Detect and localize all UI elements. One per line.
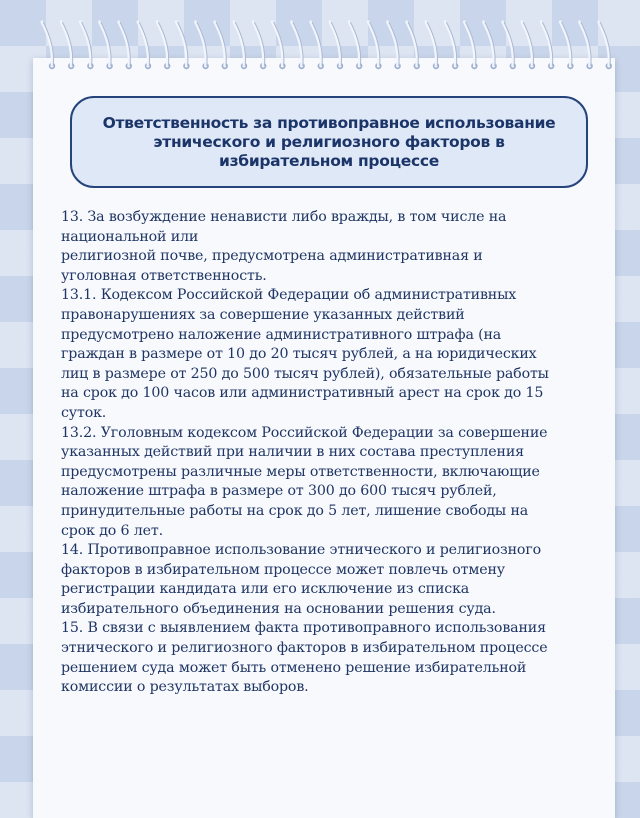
text-line: граждан в размере от 10 до 20 тысяч рублей, а на юридических xyxy=(61,346,537,363)
binding-ring xyxy=(407,22,420,69)
text-line: 14. Противоправное использование этнического и религиозного xyxy=(61,542,541,559)
binding-ring xyxy=(484,22,497,69)
text-line: лиц в размере от 250 до 500 тысяч рублей), обязательные работы xyxy=(61,365,549,382)
text-line: 15. В связи с выявлением факта противоправного использования xyxy=(61,620,546,637)
text-line: наложение штрафа в размере от 300 до 600 тысяч рублей, xyxy=(61,483,497,500)
binding-ring xyxy=(196,22,209,69)
binding-ring xyxy=(234,22,247,69)
text-line: факторов в избирательном процессе может повлечь отмену xyxy=(61,561,506,578)
text-line: на срок до 100 часов или административный арест на срок до 15 xyxy=(61,385,544,402)
text-line: уголовная ответственность. xyxy=(61,267,267,284)
binding-ring xyxy=(522,22,535,69)
binding-ring xyxy=(100,22,113,69)
text-line: предусмотрено наложение административного штрафа (на xyxy=(61,326,502,343)
text-line: 13.1. Кодексом Российской Федерации об административных xyxy=(61,287,517,304)
text-line: 13. За возбуждение ненависти либо вражды, в том числе на xyxy=(61,209,507,225)
text-line: срок до 6 лет. xyxy=(61,522,163,539)
binding-ring xyxy=(61,22,74,69)
binding-ring xyxy=(580,22,593,69)
binding-ring xyxy=(119,22,132,69)
text-line: указанных действий при наличии в них состава преступления xyxy=(61,444,524,461)
text-line: комиссии о результатах выборов. xyxy=(61,679,309,696)
binding-ring xyxy=(42,22,55,69)
binding-ring xyxy=(330,22,343,69)
text-line: регистрации кандидата или его исключение из списка xyxy=(61,581,470,598)
title-box xyxy=(70,96,588,188)
text-line: национальной или xyxy=(61,228,199,245)
text-line: избирательного объединения на основании решения суда. xyxy=(61,600,496,617)
binding-ring xyxy=(503,22,516,69)
text-line: предусмотрены различные меры ответственности, включающие xyxy=(61,463,540,480)
text-line: принудительные работы на срок до 5 лет, лишение свободы на xyxy=(61,502,529,519)
text-line: 13.2. Уголовным кодексом Российской Федерации за совершение xyxy=(61,424,548,441)
text-line: правонарушениях за совершение указанных действий xyxy=(61,306,465,323)
binding-ring xyxy=(176,22,189,69)
binding-ring xyxy=(464,22,477,69)
page-title: Ответственность за противоправное использование этнического и религиозного факторов в избирательном процессе xyxy=(102,113,556,170)
text-line: этнического и религиозного факторов в избирательном процессе xyxy=(61,640,548,657)
body-text xyxy=(61,208,585,698)
text-line: решением суда может быть отменено решение избирательной xyxy=(61,659,527,676)
binding-ring xyxy=(560,22,573,69)
spiral-binding xyxy=(40,16,615,72)
binding-ring xyxy=(80,22,93,69)
text-line: религиозной почве, предусмотрена административная и xyxy=(61,248,483,265)
binding-ring xyxy=(311,22,324,69)
binding-ring xyxy=(157,22,170,69)
binding-ring xyxy=(426,22,439,69)
binding-ring xyxy=(272,22,285,69)
binding-ring xyxy=(215,22,228,69)
binding-ring xyxy=(138,22,151,69)
binding-ring xyxy=(388,22,401,69)
binding-ring xyxy=(599,22,612,69)
binding-ring xyxy=(292,22,305,69)
binding-ring xyxy=(368,22,381,69)
binding-ring xyxy=(541,22,554,69)
binding-ring xyxy=(349,22,362,69)
text-line: суток. xyxy=(61,404,107,421)
binding-ring xyxy=(445,22,458,69)
binding-ring xyxy=(253,22,266,69)
